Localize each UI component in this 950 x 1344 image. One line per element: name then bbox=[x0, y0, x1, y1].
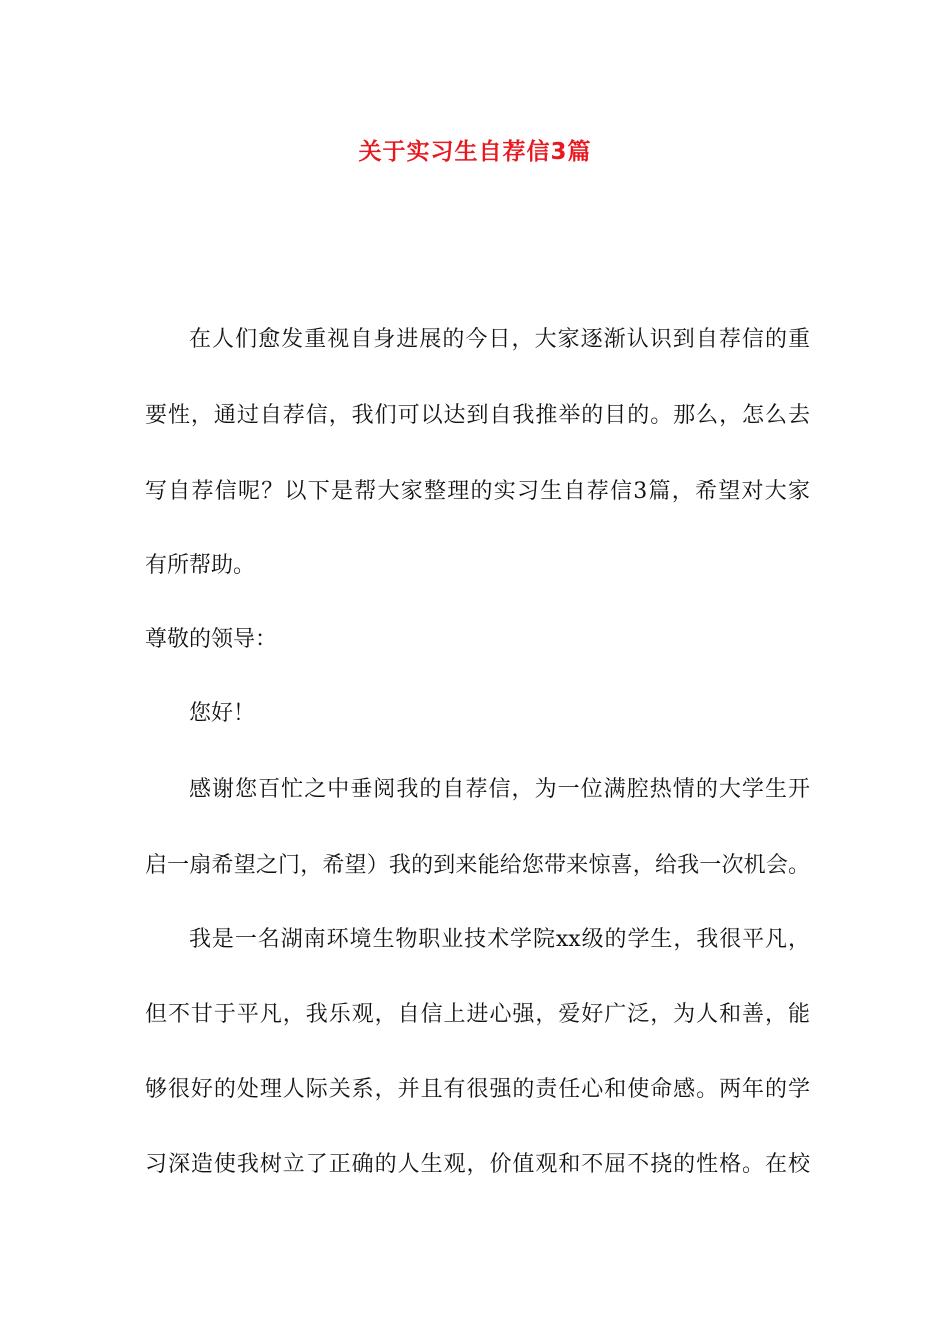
paragraph-line: 启一扇希望之门，希望）我的到来能给您带来惊喜，给我一次机会。 bbox=[145, 853, 810, 878]
paragraph-line: 够很好的处理人际关系，并且有很强的责任心和使命感。两年的学 bbox=[145, 1077, 810, 1102]
salutation: 尊敬的领导： bbox=[145, 627, 278, 652]
paragraph-line: 要性，通过自荐信，我们可以达到自我推举的目的。那么，怎么去 bbox=[145, 403, 810, 428]
paragraph-line: 我是一名湖南环境生物职业技术学院xx级的学生，我很平凡， bbox=[189, 927, 810, 952]
paragraph-line: 有所帮助。 bbox=[145, 553, 256, 578]
paragraph-line: 习深造使我树立了正确的人生观，价值观和不屈不挠的性格。在校 bbox=[145, 1152, 810, 1177]
paragraph-line: 但不甘于平凡，我乐观，自信上进心强，爱好广泛，为人和善，能 bbox=[145, 1002, 810, 1027]
paragraph-line: 在人们愈发重视自身进展的今日，大家逐渐认识到自荐信的重 bbox=[189, 327, 810, 352]
paragraph-line: 写自荐信呢？以下是帮大家整理的实习生自荐信3篇，希望对大家 bbox=[145, 479, 810, 504]
document-title: 关于实习生自荐信3篇 bbox=[358, 139, 592, 165]
paragraph-line: 感谢您百忙之中垂阅我的自荐信，为一位满腔热情的大学生开 bbox=[189, 777, 810, 802]
greeting: 您好！ bbox=[189, 701, 256, 726]
